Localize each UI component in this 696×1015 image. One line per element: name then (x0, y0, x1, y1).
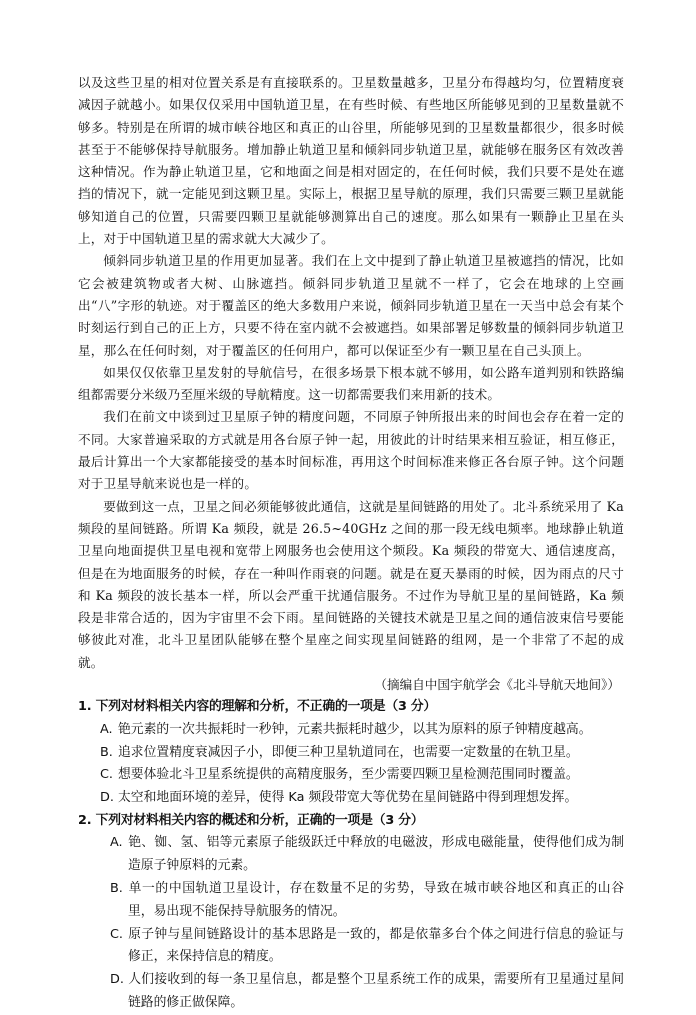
option-text: 铯元素的一次共振耗时一秒钟，元素共振耗时越少，以其为原料的原子钟精度越高。 (118, 721, 592, 737)
option-b[interactable] (78, 878, 624, 924)
exam-page (78, 72, 624, 1015)
option-d[interactable] (78, 969, 624, 1015)
option-letter: D. (100, 790, 114, 806)
option-c[interactable] (78, 764, 624, 787)
option-text: 铯、铷、氢、铝等元素原子能级跃迁中释放的电磁波，形成电磁能量，使得他们成为制造原子钟原料的元素。 (128, 835, 624, 874)
option-text: 单一的中国轨道卫星设计，存在数量不足的劣势，导致在城市峡谷地区和真正的山谷里，易出现不能保持导航服务的情况。 (128, 880, 624, 919)
passage-paragraph: 要做到这一点，卫星之间必须能够彼此通信，这就是星间链路的用处了。北斗系统采用了 Ka 频段的星间链路。所谓 Ka 频段，就是 26.5~40GHz 之间的那一段无线电频率。地球静止轨道卫星向地面提供卫星电视和宽带上网服务也会使用这个频段。Ka 频段的带宽大、通信速度高，但是在为地面服务的时候，存在一种叫作雨衰的问题。就是在夏天暴雨的时候，因为雨点的尺寸和 Ka 频段的波长基本一样，所以会严重干扰通信服务。不过作为导航卫星的星间链路，Ka 频段是非常合适的，因为宇宙里不会下雨。星间链路的关键技术就是卫星之间的通信波束信号要能够彼此对准，北斗卫星团队能够在整个星座之间实现星间链路的组网，是一个非常了不起的成就。 (78, 498, 624, 670)
passage-paragraph: 我们在前文中谈到过卫星原子钟的精度问题，不同原子钟所报出来的时间也会存在着一定的不同。大家普遍采取的方式就是用各台原子钟一起，用彼此的计时结果来相互验证，相互修正，最后计算出一个大家都能接受的基本时间标准，再用这个时间标准来修正各台原子钟。这个问题对于卫星导航来说也是一样的。 (78, 409, 624, 492)
option-letter: C. (110, 926, 124, 942)
option-letter: A. (100, 721, 113, 737)
option-c[interactable] (78, 924, 624, 970)
option-a[interactable] (78, 832, 624, 878)
option-letter: A. (110, 835, 123, 851)
option-text: 追求位置精度衰减因子小，即便三种卫星轨道同在，也需要一定数量的在轨卫星。 (118, 744, 579, 760)
option-letter: D. (110, 972, 124, 988)
option-text: 原子钟与星间链路设计的基本思路是一致的，都是依靠多台个体之间进行信息的验证与修正，来保持信息的精度。 (128, 926, 624, 965)
question-1 (78, 696, 624, 810)
option-letter: B. (110, 880, 123, 896)
option-a[interactable] (78, 719, 624, 742)
question-stem: 1. 下列对材料相关内容的理解和分析，不正确的一项是（3 分） (78, 699, 437, 715)
passage-paragraph: 倾斜同步轨道卫星的作用更加显著。我们在上文中提到了静止轨道卫星被遮挡的情况，比如它会被建筑物或者大树、山脉遮挡。倾斜同步轨道卫星就不一样了，它会在地球的上空画出“八”字形的轨迹。对于覆盖区的绝大多数用户来说，倾斜同步轨道卫星在一天当中总会有某个时刻运行到自己的正上方，只要不待在室内就不会被遮挡。如果部署足够数量的倾斜同步轨道卫星，那么在任何时刻，对于覆盖区的任何用户，都可以保证至少有一颗卫星在自己头顶上。 (78, 253, 624, 358)
passage-source: （摘编自中国宇航学会《北斗导航天地间》） (374, 677, 620, 693)
passage-paragraph: 以及这些卫星的相对位置关系是有直接联系的。卫星数量越多，卫星分布得越均匀，位置精度衰减因子就越小。如果仅仅采用中国轨道卫星，在有些时候、有些地区所能够见到的卫星数量就不够多。特别是在所谓的城市峡谷地区和真正的山谷里，所能够见到的卫星数量都很少，很多时候甚至于不能够保持导航服务。增加静止轨道卫星和倾斜同步轨道卫星，就能够在服务区有效改善这种情况。作为静止轨道卫星，它和地面之间是相对固定的，在任何时候，我们只要不是处在遮挡的情况下，就一定能见到这颗卫星。实际上，根据卫星导航的原理，我们只需要三颗卫星就能够知道自己的位置，只需要四颗卫星就能够测算出自己的速度。那么如果有一颗静止卫星在头上，对于中国轨道卫星的需求就大大减少了。 (78, 75, 624, 247)
option-text: 人们接收到的每一条卫星信息，都是整个卫星系统工作的成果，需要所有卫星通过星间链路的修正做保障。 (128, 972, 624, 1010)
option-b[interactable] (78, 742, 624, 765)
question-2 (78, 810, 624, 1015)
option-letter: B. (100, 744, 113, 760)
option-letter: C. (100, 767, 114, 783)
passage-paragraph: 如果仅仅依靠卫星发射的导航信号，在很多场景下根本就不够用，如公路车道判别和铁路编组都需要分米级乃至厘米级的导航精度。这一切都需要我们来用新的技术。 (78, 364, 624, 403)
question-stem: 2. 下列对材料相关内容的概述和分析，正确的一项是（3 分） (78, 812, 424, 828)
option-d[interactable] (78, 787, 624, 810)
option-text: 想要体验北斗卫星系统提供的高精度服务，至少需要四颗卫星检测范围同时覆盖。 (118, 767, 579, 783)
option-text: 太空和地面环境的差异，使得 Ka 频段带宽大等优势在星间链路中得到理想发挥。 (118, 790, 578, 806)
